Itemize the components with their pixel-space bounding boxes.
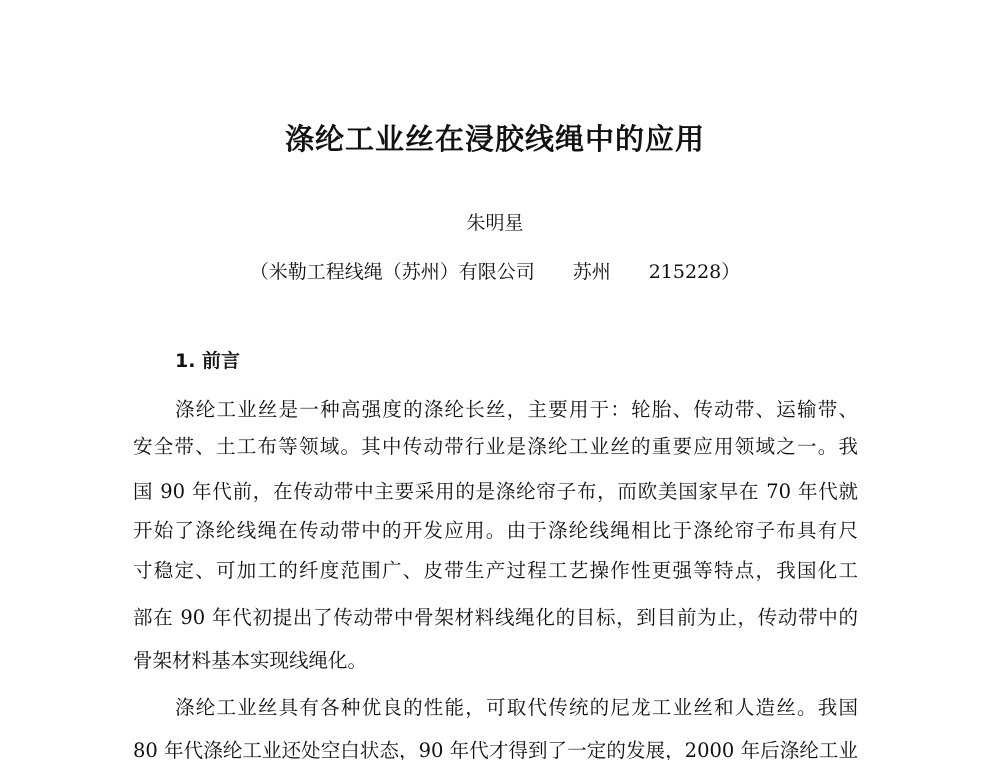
paragraph-line: 开始了涤纶线绳在传动带中的开发应用。由于涤纶线绳相比于涤纶帘子布具有尺 (133, 519, 858, 542)
paragraph-line: 寸稳定、可加工的纤度范围广、皮带生产过程工艺操作性更强等特点，我国化工 (133, 559, 858, 582)
section-heading-intro: 1. 前言 (175, 350, 241, 372)
paragraph-line: 涤纶工业丝是一种高强度的涤纶长丝，主要用于：轮胎、传动带、运输带、 (175, 398, 858, 421)
author-name: 朱明星 (466, 212, 524, 234)
paper-title: 涤纶工业丝在浸胶线绳中的应用 (284, 122, 705, 156)
paragraph-line: 安全带、土工布等领域。其中传动带行业是涤纶工业丝的重要应用领域之一。我 (133, 435, 858, 458)
paragraph-line: 涤纶工业丝具有各种优良的性能，可取代传统的尼龙工业丝和人造丝。我国 (175, 696, 858, 719)
paragraph-line: 骨架材料基本实现线绳化。 (133, 649, 368, 672)
paragraph-line: 部在 90 年代初提出了传动带中骨架材料线绳化的目标，到目前为止，传动带中的 (133, 606, 858, 629)
author-affiliation: （米勒工程线绳（苏州）有限公司 苏州 215228） (249, 261, 741, 283)
paragraph-line: 国 90 年代前，在传动带中主要采用的是涤纶帘子布，而欧美国家早在 70 年代就 (133, 480, 858, 503)
paragraph-line: 80 年代涤纶工业还处空白状态，90 年代才得到了一定的发展，2000 年后涤纶工业 (133, 739, 858, 760)
